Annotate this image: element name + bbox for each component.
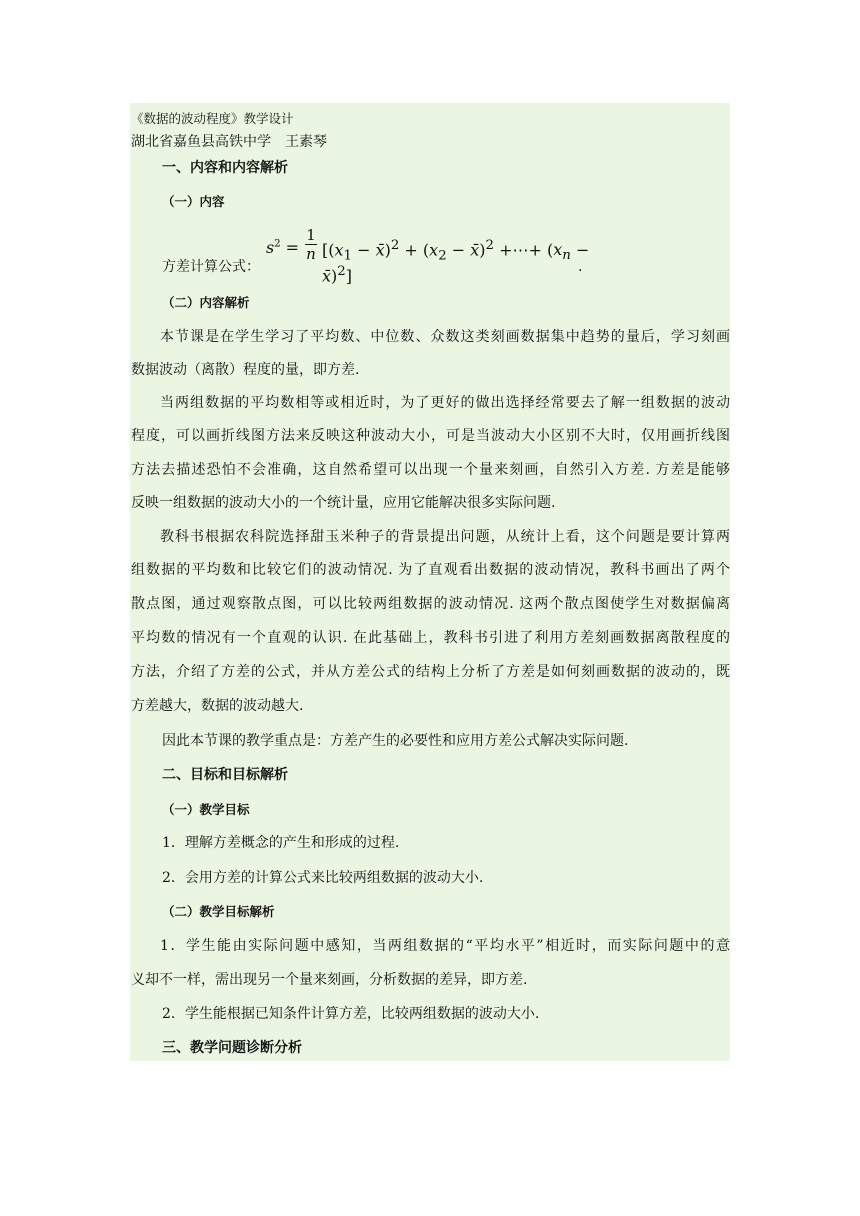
paragraph-2-line-3: 方法去描述恐怕不会准确，这自然希望可以出现一个量来刻画，自然引入方差. 方差是能够 [131, 462, 730, 478]
section-3-heading: 三、教学问题诊断分析 [162, 1040, 302, 1056]
paragraph-1-line-1: 本节课是在学生学习了平均数、中位数、众数这类刻画数据集中趋势的量后，学习刻画 [160, 329, 730, 345]
paragraph-1-line-2: 数据波动（离散）程度的量，即方差. [131, 362, 360, 378]
section-1-sub-1: （一）内容 [162, 194, 225, 209]
paragraph-2-line-1: 当两组数据的平均数相等或相近时，为了更好的做出选择经常要去了解一组数据的波动 [160, 395, 730, 411]
document-title: 《数据的波动程度》教学设计 [131, 111, 294, 126]
section-2-heading: 二、目标和目标解析 [162, 767, 288, 783]
formula-period: . [578, 259, 583, 275]
section-2-sub-2: （二）教学目标解析 [162, 904, 275, 919]
goal-1: 1．理解方差概念的产生和形成的过程. [162, 835, 400, 851]
paragraph-3-line-1: 教科书根据农科院选择甜玉米种子的背景提出问题，从统计上看，这个问题是要计算两 [160, 529, 730, 545]
section-1-heading: 一、内容和内容解析 [162, 160, 288, 176]
section-2-sub-1: （一）教学目标 [162, 802, 250, 817]
formula-label: 方差计算公式： [162, 259, 260, 275]
paragraph-3-line-2: 组数据的平均数和比较它们的波动情况. 为了直观看出数据的波动情况，教科书画出了两个 [131, 562, 730, 578]
paragraph-3-line-4: 平均数的情况有一个直观的认识. 在此基础上，教科书引进了利用方差刻画数据离散程度的 [131, 630, 730, 646]
paragraph-3-line-5: 方法，介绍了方差的公式，并从方差公式的结构上分析了方差是如何刻画数据的波动的，既 [131, 664, 730, 680]
paragraph-3-line-6: 方差越大，数据的波动越大. [131, 698, 304, 714]
analysis-2: 2．学生能根据已知条件计算方差，比较两组数据的波动大小. [162, 1006, 540, 1022]
analysis-1-line-1: 1．学生能由实际问题中感知，当两组数据的“平均水平”相近时，而实际问题中的意 [160, 938, 730, 954]
analysis-1-line-2: 义却不一样，需出现另一个量来刻画，分析数据的差异，即方差. [131, 972, 528, 988]
paragraph-4: 因此本节课的教学重点是：方差产生的必要性和应用方差公式解决实际问题. [162, 733, 629, 749]
paragraph-2-line-4: 反映一组数据的波动大小的一个统计量，应用它能解决很多实际问题. [131, 495, 556, 511]
paragraph-2-line-2: 程度，可以画折线图方法来反映这种波动大小，可是当波动大小区别不大时，仅用画折线图 [131, 428, 730, 444]
variance-formula: $s^2$ = 1 n [($x_1$ − x̄)$^2$ + ($x_2$ − x̄)$^2$ +⋯+ ($x_n$ − x̄)$^2$] [266, 226, 590, 285]
section-1-sub-2: （二）内容解析 [162, 295, 250, 310]
paragraph-3-line-3: 散点图，通过观察散点图，可以比较两组数据的波动情况. 这两个散点图使学生对数据偏离 [131, 596, 730, 612]
goal-2: 2．会用方差的计算公式来比较两组数据的波动大小. [162, 870, 484, 886]
document-author: 湖北省嘉鱼县高铁中学 王素琴 [131, 134, 327, 150]
